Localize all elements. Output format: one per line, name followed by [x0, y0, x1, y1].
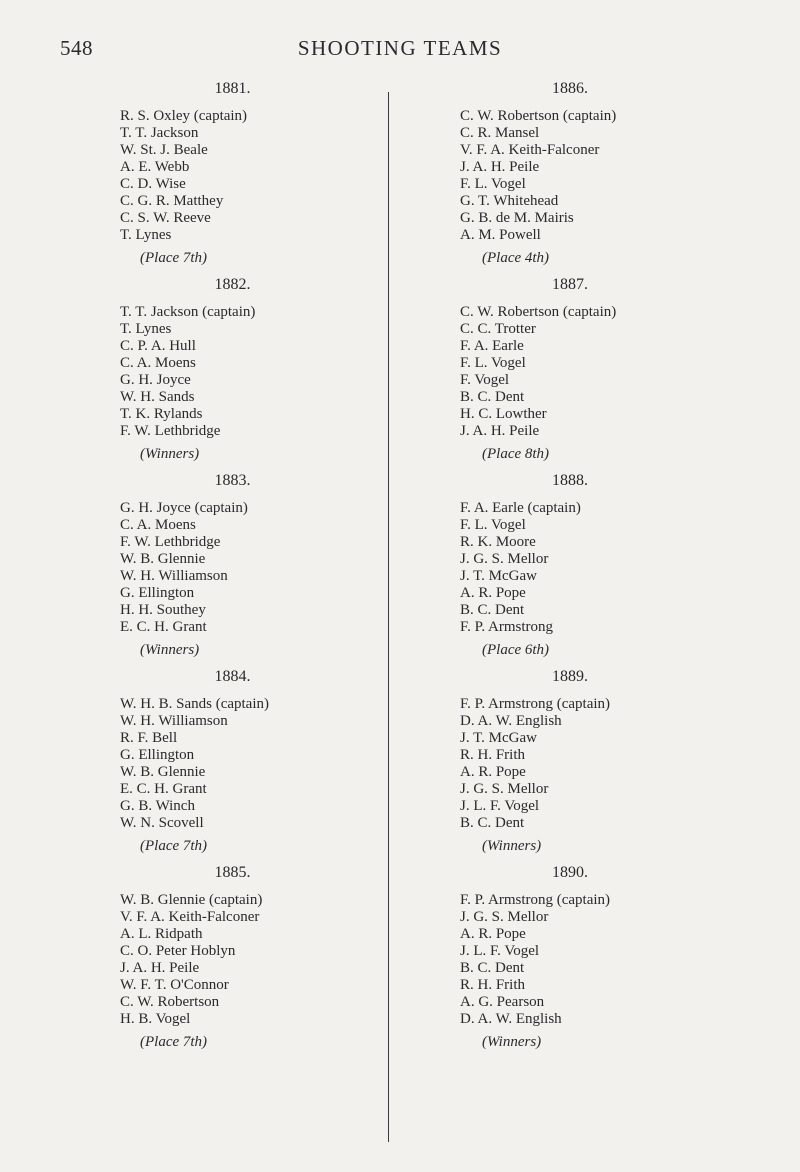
team-member: A. R. Pope: [460, 764, 526, 780]
team-year: 1888.: [552, 472, 588, 489]
team-member: J. L. F. Vogel: [460, 798, 540, 814]
team-member: R. S. Oxley (captain): [120, 108, 248, 124]
team-member: H. B. Vogel: [120, 1011, 191, 1027]
team-member: F. L. Vogel: [460, 176, 526, 192]
page-header: [0, 32, 800, 68]
team-member: F. L. Vogel: [460, 517, 526, 533]
team-result: (Winners): [140, 642, 200, 658]
team-member: G. B. Winch: [120, 798, 195, 814]
team-member: W. H. Sands: [120, 389, 195, 405]
team-block: [460, 658, 720, 854]
team-member: W. H. Williamson: [120, 568, 228, 584]
team-member: J. T. McGaw: [460, 568, 537, 584]
team-member: V. F. A. Keith-Falconer: [120, 909, 260, 925]
team-member: H. C. Lowther: [460, 406, 547, 422]
team-member: A. M. Powell: [460, 227, 541, 243]
team-member: W. B. Glennie (captain): [120, 892, 263, 908]
team-member: T. T. Jackson (captain): [120, 304, 256, 320]
team-member: F. P. Armstrong (captain): [460, 696, 611, 712]
right-column: [460, 70, 720, 1050]
team-member: F. W. Lethbridge: [120, 423, 221, 439]
team-columns: [0, 70, 800, 1150]
team-member: J. G. S. Mellor: [460, 909, 549, 925]
team-result: (Winners): [482, 838, 542, 854]
team-member: A. G. Pearson: [460, 994, 545, 1010]
team-block: [120, 854, 385, 1050]
team-member: C. C. Trotter: [460, 321, 536, 337]
team-member: T. K. Rylands: [120, 406, 203, 422]
team-year: 1889.: [552, 668, 588, 685]
team-member: G. H. Joyce (captain): [120, 500, 248, 516]
team-member: H. H. Southey: [120, 602, 206, 618]
team-member: C. O. Peter Hoblyn: [120, 943, 236, 959]
team-member: A. E. Webb: [120, 159, 190, 175]
team-year: 1887.: [552, 276, 588, 293]
team-member: C. W. Robertson (captain): [460, 108, 617, 124]
team-member: R. H. Frith: [460, 977, 526, 993]
team-member: J. A. H. Peile: [460, 159, 540, 175]
team-member: T. T. Jackson: [120, 125, 199, 141]
team-member: B. C. Dent: [460, 389, 525, 405]
team-result: (Place 7th): [140, 250, 208, 266]
team-member: F. W. Lethbridge: [120, 534, 221, 550]
team-member: C. R. Mansel: [460, 125, 540, 141]
team-result: (Place 7th): [140, 838, 208, 854]
team-result: (Place 6th): [482, 642, 550, 658]
team-member: B. C. Dent: [460, 815, 525, 831]
team-member: F. Vogel: [460, 372, 510, 388]
team-block: [120, 658, 385, 854]
running-title: SHOOTING TEAMS: [297, 36, 503, 60]
team-member: A. R. Pope: [460, 926, 526, 942]
team-member: G. B. de M. Mairis: [460, 210, 574, 226]
team-member: R. K. Moore: [460, 534, 536, 550]
team-member: F. A. Earle: [460, 338, 524, 354]
team-member: W. N. Scovell: [120, 815, 204, 831]
team-member: A. L. Ridpath: [120, 926, 203, 942]
team-member: J. A. H. Peile: [460, 423, 540, 439]
team-member: W. St. J. Beale: [120, 142, 208, 158]
team-member: J. G. S. Mellor: [460, 551, 549, 567]
team-member: C. W. Robertson: [120, 994, 220, 1010]
team-member: C. W. Robertson (captain): [460, 304, 617, 320]
team-member: E. C. H. Grant: [120, 619, 207, 635]
team-block: [460, 70, 720, 266]
team-year: 1884.: [214, 668, 251, 685]
team-member: B. C. Dent: [460, 602, 525, 618]
team-result: (Winners): [140, 446, 200, 462]
team-member: T. Lynes: [120, 321, 172, 337]
team-member: R. H. Frith: [460, 747, 526, 763]
team-year: 1881.: [214, 80, 251, 97]
team-member: J. T. McGaw: [460, 730, 537, 746]
team-member: C. A. Moens: [120, 355, 196, 371]
team-member: R. F. Bell: [120, 730, 178, 746]
team-member: C. S. W. Reeve: [120, 210, 211, 226]
page-number: 548: [60, 36, 93, 60]
team-member: F. P. Armstrong: [460, 619, 553, 635]
team-member: V. F. A. Keith-Falconer: [460, 142, 600, 158]
team-member: C. A. Moens: [120, 517, 196, 533]
team-block: [120, 70, 385, 266]
team-member: G. Ellington: [120, 747, 195, 763]
team-member: A. R. Pope: [460, 585, 526, 601]
team-member: C. G. R. Matthey: [120, 193, 224, 209]
team-block: [460, 266, 720, 462]
team-member: W. B. Glennie: [120, 764, 206, 780]
team-result: (Place 8th): [482, 446, 550, 462]
column-divider: [388, 92, 389, 1142]
team-member: G. T. Whitehead: [460, 193, 559, 209]
team-member: J. L. F. Vogel: [460, 943, 540, 959]
team-member: D. A. W. English: [460, 1011, 562, 1027]
team-member: J. A. H. Peile: [120, 960, 200, 976]
team-result: (Place 4th): [482, 250, 550, 266]
team-member: B. C. Dent: [460, 960, 525, 976]
team-block: [120, 266, 385, 462]
team-block: [460, 462, 720, 658]
team-member: J. G. S. Mellor: [460, 781, 549, 797]
team-year: 1885.: [214, 864, 251, 881]
team-member: T. Lynes: [120, 227, 172, 243]
team-year: 1890.: [552, 864, 588, 881]
team-member: C. D. Wise: [120, 176, 186, 192]
team-member: G. Ellington: [120, 585, 195, 601]
team-block: [120, 462, 385, 658]
team-member: F. P. Armstrong (captain): [460, 892, 611, 908]
team-member: D. A. W. English: [460, 713, 562, 729]
team-member: F. A. Earle (captain): [460, 500, 581, 516]
team-member: W. F. T. O'Connor: [120, 977, 229, 993]
left-column: [120, 70, 385, 1050]
team-year: 1882.: [214, 276, 251, 293]
team-member: F. L. Vogel: [460, 355, 526, 371]
team-member: C. P. A. Hull: [120, 338, 196, 354]
team-year: 1883.: [214, 472, 251, 489]
team-result: (Place 7th): [140, 1034, 208, 1050]
team-member: W. H. Williamson: [120, 713, 228, 729]
team-year: 1886.: [552, 80, 588, 97]
team-member: G. H. Joyce: [120, 372, 191, 388]
team-member: W. B. Glennie: [120, 551, 206, 567]
team-member: E. C. H. Grant: [120, 781, 207, 797]
team-block: [460, 854, 720, 1050]
team-result: (Winners): [482, 1034, 542, 1050]
team-member: W. H. B. Sands (captain): [120, 696, 270, 712]
